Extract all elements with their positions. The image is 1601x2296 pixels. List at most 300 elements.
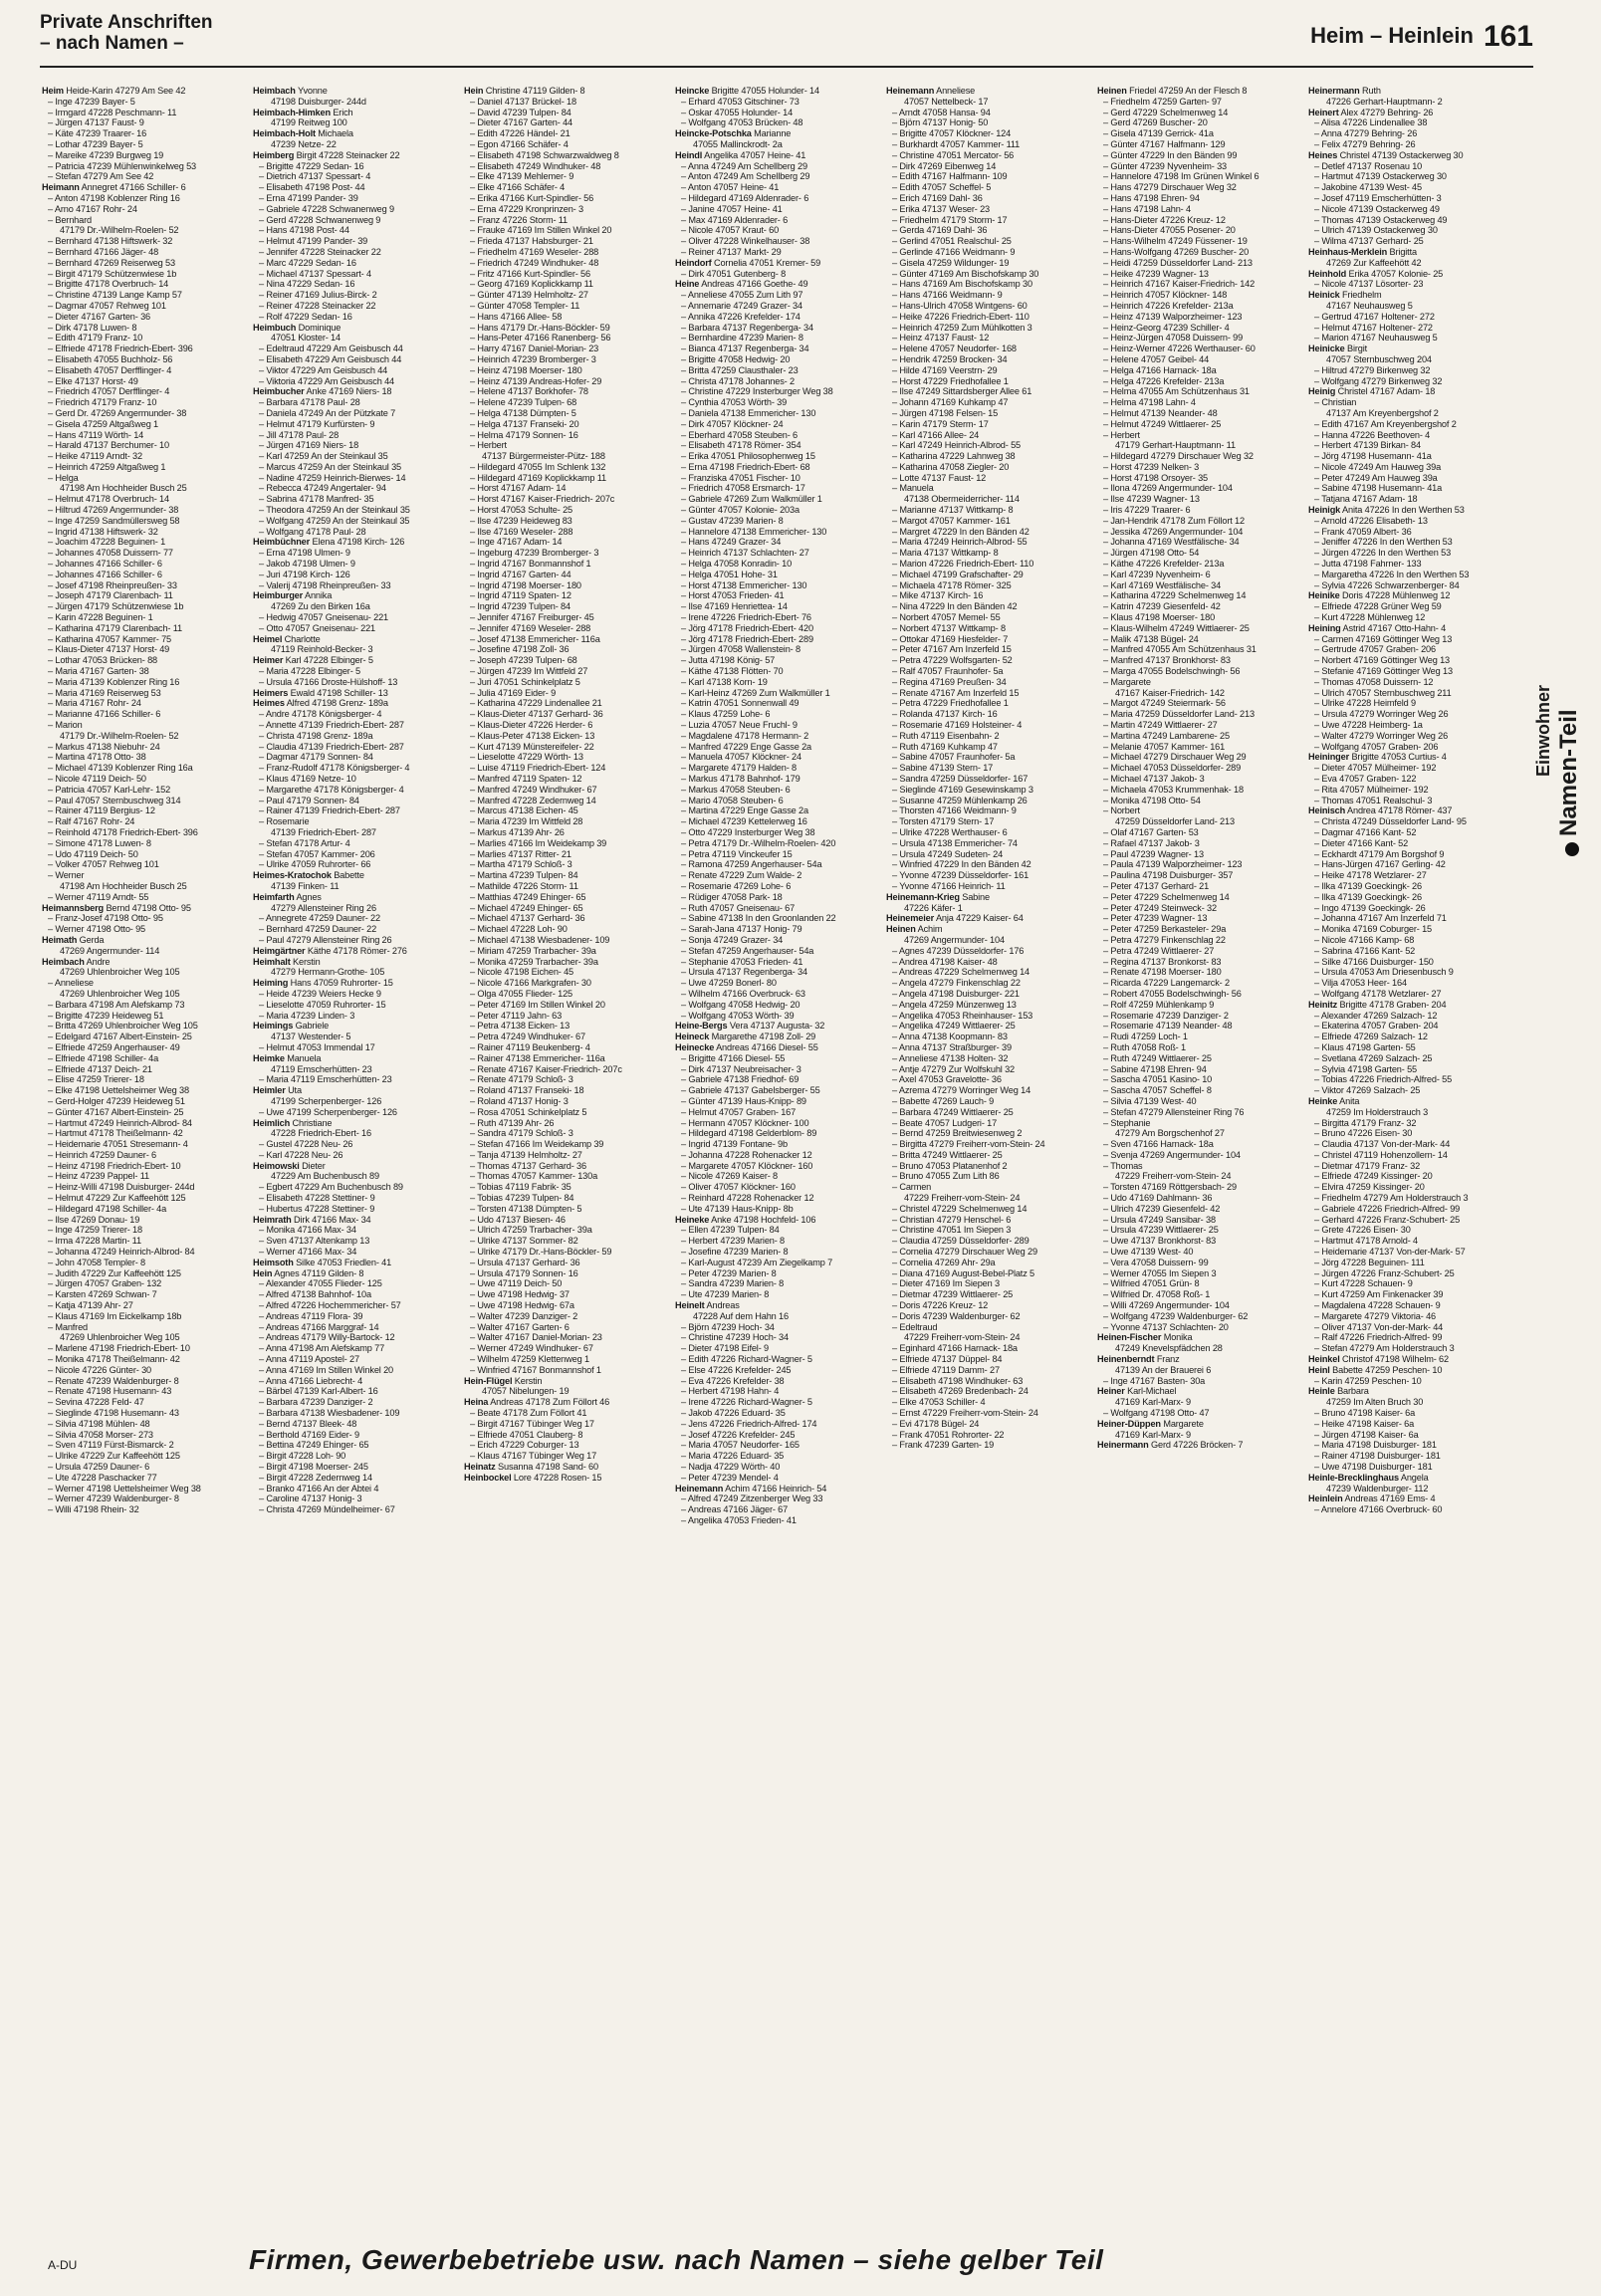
entry-text: – Nicole 47198 Eichen- 45 (470, 967, 574, 978)
entry-text: 47229 Freiherr-vom-Stein- 24 (1115, 1171, 1232, 1182)
directory-entry (1097, 258, 1301, 269)
directory-entry (886, 117, 1090, 128)
directory-entry (464, 859, 668, 870)
entry-text: – Helga 47138 Dümpten- 5 (470, 407, 576, 418)
entry-text: – Erich 47229 Coburger- 13 (470, 1440, 579, 1451)
entry-text: Yvonne (297, 86, 328, 96)
directory-entry (675, 903, 879, 914)
entry-text: – Thomas 47051 Realschul- 3 (1314, 795, 1433, 805)
directory-entry (253, 989, 457, 1000)
directory-entry (675, 451, 879, 462)
entry-text: – Marc 47229 Sedan- 16 (259, 257, 356, 268)
directory-entry (42, 1278, 246, 1289)
entry-text: – Nicole 47057 Kraut- 60 (681, 225, 780, 236)
directory-entry (886, 601, 1090, 612)
entry-text: – Margarete 47279 Viktoria- 46 (1314, 1310, 1436, 1321)
directory-entry (1308, 354, 1512, 365)
directory-entry (675, 1236, 879, 1247)
directory-entry (464, 935, 668, 946)
directory-entry (675, 1107, 879, 1118)
entry-text: 47119 Reinhold-Becker- 3 (271, 644, 373, 655)
directory-entry (675, 182, 879, 193)
directory-entry (253, 301, 457, 312)
entry-text: – Ulrike 47137 Sommer- 82 (470, 1236, 578, 1247)
directory-entry (1308, 312, 1512, 323)
directory-entry (886, 644, 1090, 655)
directory-entry (1308, 698, 1512, 709)
directory-entry (675, 666, 879, 677)
entry-text: – Ursula 47137 Regenberga- 34 (681, 967, 807, 978)
entry-text: Angelika 47057 Heine- 41 (704, 149, 806, 160)
entry-text: – Michael 47137 Gerhard- 36 (470, 913, 585, 924)
entry-text: – Luise 47119 Friedrich-Ebert- 124 (470, 763, 606, 774)
directory-entry (42, 1000, 246, 1011)
entry-text: – Oliver 47137 Von-der-Mark- 44 (1314, 1321, 1444, 1332)
directory-entry (253, 913, 457, 924)
directory-entry (464, 1128, 668, 1139)
directory-entry (886, 1182, 1090, 1193)
entry-text: – Peter 47169 Im Stillen Winkel 20 (470, 999, 605, 1010)
section-title (40, 12, 213, 54)
entry-text: – Elke 47137 Horst- 49 (48, 375, 138, 386)
directory-entry (1308, 655, 1512, 666)
entry-text: – Yvonne 47239 Düsseldorfer- 161 (892, 870, 1029, 881)
directory-entry (1308, 935, 1512, 946)
directory-entry (464, 1247, 668, 1258)
entry-text: 47139 An der Brauerei 6 (1115, 1364, 1212, 1375)
entry-text: – Margot 47057 Kammer- 161 (892, 515, 1011, 526)
entry-text: Ruth (1362, 86, 1381, 96)
directory-entry (886, 430, 1090, 441)
directory-entry (675, 677, 879, 688)
entry-text: – Klaus-Wilhelm 47249 Wittlaerer- 25 (1103, 622, 1250, 633)
directory-entry (675, 161, 879, 172)
entry-surname: Heinke (1308, 1095, 1338, 1106)
directory-entry (1097, 698, 1301, 709)
directory-entry (886, 924, 1090, 935)
entry-text: – Bernhard (48, 214, 92, 225)
directory-entry (1097, 279, 1301, 290)
directory-entry (464, 1182, 668, 1193)
directory-entry (42, 838, 246, 849)
directory-entry (886, 1397, 1090, 1408)
entry-text: – Ursula 47137 Gerhard- 36 (470, 1257, 580, 1267)
entry-text: – Angela 47198 Duisburger- 221 (892, 988, 1020, 999)
entry-text: Heide-Karin 47279 Am See 42 (66, 86, 186, 96)
entry-text: – Malik 47138 Bügel- 24 (1103, 633, 1199, 644)
directory-entry (886, 1258, 1090, 1268)
directory-entry (42, 1032, 246, 1042)
entry-text: – Josef 47198 Rheinpreußen- 33 (48, 579, 177, 590)
entry-text: – Helga 47137 Franseki- 20 (470, 418, 579, 429)
entry-text: – Reinhold 47178 Friedrich-Ebert- 396 (48, 826, 198, 837)
directory-entry (253, 516, 457, 527)
entry-text: – Rosemarie 47169 Holsteiner- 4 (892, 720, 1023, 731)
directory-entry (253, 527, 457, 538)
entry-text: – Heinz 47239 Pappel- 11 (48, 1171, 149, 1182)
directory-entry (675, 1278, 879, 1289)
entry-text: – Elke 47166 Schäfer- 4 (470, 182, 566, 193)
directory-entry (1308, 666, 1512, 677)
entry-text: – Werner (48, 870, 85, 881)
entry-text: – Miriam 47259 Trarbacher- 39a (470, 945, 596, 956)
entry-text: – Gisela 47259 Altgaßweg 1 (48, 418, 159, 429)
entry-text: – Manfred (48, 1321, 89, 1332)
directory-entry (886, 892, 1090, 903)
directory-entry (886, 150, 1090, 161)
entry-text: – Maria 47169 Reiserweg 53 (48, 687, 161, 698)
directory-entry (675, 279, 879, 290)
entry-text: – Erhard 47053 Gitschiner- 73 (681, 96, 800, 107)
directory-entry (1308, 957, 1512, 968)
page-range (1310, 20, 1533, 54)
entry-text: – Marion (48, 720, 83, 731)
directory-entry (1308, 483, 1512, 494)
entry-surname: Hein (253, 1267, 273, 1278)
directory-entry (886, 742, 1090, 753)
directory-entry (886, 709, 1090, 720)
entry-text: – Christa 47249 Düsseldorfer Land- 95 (1314, 816, 1467, 827)
entry-text: – Heinz 47139 Walporzheimer- 123 (1103, 311, 1243, 322)
entry-text: – Ingo 47139 Goeckingk- 26 (1314, 902, 1426, 913)
entry-surname: Heimgärtner (253, 945, 306, 956)
entry-text: – Günter 47139 Haus-Knipp- 89 (681, 1095, 806, 1106)
directory-entry (886, 913, 1090, 924)
directory-entry (886, 1225, 1090, 1236)
directory-entry (464, 881, 668, 892)
directory-entry (1308, 1440, 1512, 1451)
entry-text: – Sylvia 47226 Schwarzenberger- 84 (1314, 579, 1460, 590)
entry-text: – Caroline 47137 Honig- 3 (259, 1493, 362, 1504)
entry-surname: Heiner-Düppen (1097, 1418, 1161, 1429)
entry-text: – Uwe 47198 Hedwig- 67a (470, 1300, 574, 1311)
entry-text: Brigitte 47055 Holunder- 14 (711, 86, 819, 96)
directory-entry (886, 785, 1090, 796)
entry-text: – Hildegard 47198 Gelderblom- 89 (681, 1128, 817, 1139)
directory-entry (675, 881, 879, 892)
entry-text: – Klaus-Peter 47138 Eicken- 13 (470, 730, 595, 741)
directory-entry (42, 1440, 246, 1451)
directory-entry (675, 849, 879, 860)
directory-entry (42, 1096, 246, 1107)
directory-entry (675, 1139, 879, 1150)
entry-text: – Ursula 47053 Am Driesenbusch 9 (1314, 967, 1454, 978)
directory-entry (886, 1268, 1090, 1279)
entry-text: – Gabriele 47138 Friedhof- 69 (681, 1074, 800, 1085)
entry-text: – Tobias 47119 Fabrik- 35 (470, 1182, 572, 1193)
entry-text: – Friedrich 47057 Derfflinger- 4 (48, 386, 170, 397)
entry-text: – Josefine 47239 Marien- 8 (681, 1247, 789, 1258)
directory-entry (253, 215, 457, 226)
directory-entry (675, 1430, 879, 1441)
entry-text: – Monika 47259 Trarbacher- 39a (470, 956, 598, 967)
entry-text: – Wilhelm 47259 Klettenweg 1 (470, 1354, 589, 1365)
entry-text: Alfred 47198 Grenz- 189a (286, 698, 388, 709)
entry-surname: Heina (464, 1397, 489, 1408)
directory-entry (1097, 1042, 1301, 1053)
entry-surname: Heinemann (886, 86, 935, 96)
directory-entry (886, 698, 1090, 709)
directory-entry (675, 108, 879, 118)
entry-text: – Bruno 47198 Kaiser- 6a (1314, 1408, 1416, 1419)
entry-text: – Klaus-Dieter 47226 Herder- 6 (470, 720, 593, 731)
directory-entry (42, 1021, 246, 1032)
entry-text: – Marcus 47138 Eichen- 45 (470, 805, 578, 816)
entry-text: – Katharina 47179 Clarenbach- 11 (48, 622, 182, 633)
directory-entry (253, 1021, 457, 1032)
directory-entry (1308, 1473, 1512, 1484)
directory-entry (1097, 473, 1301, 484)
entry-text: – Helma 47179 Sonnen- 16 (470, 429, 578, 440)
entry-text: – Lieselotte 47059 Ruhrorter- 15 (259, 999, 386, 1010)
directory-entry (886, 849, 1090, 860)
entry-text: – Ricarda 47229 Langemarck- 2 (1103, 978, 1230, 989)
directory-entry (675, 1053, 879, 1064)
entry-text: – Friedhelm 47169 Weseler- 288 (470, 246, 599, 257)
directory-entry (1097, 1215, 1301, 1226)
entry-text: – Hans 47279 Dirschauer Weg 32 (1103, 182, 1237, 193)
entry-text: – Dieter 47167 Garten- 36 (48, 311, 150, 322)
directory-entry (464, 1258, 668, 1268)
directory-entry (253, 967, 457, 978)
directory-entry (464, 1064, 668, 1075)
entry-text: – Frauke 47169 Im Stillen Winkel 20 (470, 225, 612, 236)
entry-text: – Ekaterina 47057 Graben- 204 (1314, 1021, 1439, 1032)
directory-entry (42, 1430, 246, 1441)
entry-text: – Axel 47053 Gravelotte- 36 (892, 1074, 1002, 1085)
directory-entry (253, 1376, 457, 1387)
entry-text: Friedhelm (1342, 290, 1382, 301)
directory-entry (886, 236, 1090, 247)
entry-text: – Lothar 47053 Brücken- 88 (48, 655, 158, 666)
directory-entry (253, 838, 457, 849)
entry-text: – Andreas 47119 Flora- 39 (259, 1310, 363, 1321)
directory-entry (42, 634, 246, 645)
entry-text: Bernd 47198 Otto- 95 (106, 902, 191, 913)
entry-text: – Jill 47178 Paul- 28 (259, 429, 340, 440)
entry-text: – Carmen 47169 Göttinger Weg 13 (1314, 633, 1453, 644)
entry-text: – Margarete 47179 Halden- 8 (681, 763, 797, 774)
entry-text: – Birgitta 47179 Franz- 32 (1314, 1117, 1417, 1128)
entry-text: – Monika 47198 Otto- 54 (1103, 795, 1201, 805)
directory-column-7 (1308, 86, 1512, 2226)
entry-text: – Silvia 47198 Mühlen- 48 (48, 1418, 150, 1429)
entry-text: Birgit 47228 Steinacker 22 (296, 149, 400, 160)
directory-entry (1308, 580, 1512, 591)
directory-entry (1097, 215, 1301, 226)
directory-entry (253, 247, 457, 258)
entry-text: – Svenja 47269 Angermunder- 104 (1103, 1149, 1241, 1160)
directory-entry (42, 1171, 246, 1182)
entry-text: – Birgitta 47279 Freiherr-vom-Stein- 24 (892, 1139, 1045, 1150)
entry-text: – Ingrid 47198 Moerser- 180 (470, 579, 581, 590)
entry-text: – Brigitte 47166 Diesel- 55 (681, 1052, 786, 1063)
directory-entry (42, 1268, 246, 1279)
directory-entry (464, 215, 668, 226)
directory-entry (1097, 1150, 1301, 1161)
entry-surname: Heimbucher (253, 386, 305, 397)
directory-entry (464, 494, 668, 505)
directory-entry (42, 505, 246, 516)
entry-text: – Hiltrud 47279 Birkenweg 32 (1314, 364, 1431, 375)
directory-entry (1097, 312, 1301, 323)
directory-entry (253, 978, 457, 989)
directory-entry (464, 301, 668, 312)
header-rule (40, 66, 1533, 68)
entry-text: – Andreas 47166 Jäger- 67 (681, 1504, 789, 1515)
directory-entry (42, 763, 246, 774)
entry-text: – Martha 47179 Schloß- 3 (470, 859, 572, 870)
directory-entry (1097, 204, 1301, 215)
directory-entry (1308, 1343, 1512, 1354)
directory-entry (253, 419, 457, 430)
entry-text: – Gerlind 47051 Realschul- 25 (892, 236, 1012, 247)
entry-text: Alex 47279 Behring- 26 (1340, 107, 1434, 117)
entry-text: – Udo 47137 Biesen- 46 (470, 1214, 566, 1225)
entry-text: Christiane (292, 1117, 333, 1128)
directory-entry (1308, 989, 1512, 1000)
directory-entry (1308, 1300, 1512, 1311)
entry-text: – Elfriede 47259 Angerhauser- 49 (48, 1041, 180, 1052)
directory-entry (675, 913, 879, 924)
entry-text: – Katharina 47058 Ziegler- 20 (892, 461, 1010, 472)
entry-surname: Heinemann-Krieg (886, 891, 960, 902)
entry-text: – Ilka 47139 Goeckingk- 26 (1314, 880, 1422, 891)
entry-text: Brigitte 47053 Curtius- 4 (1351, 752, 1447, 763)
directory-entry (464, 128, 668, 139)
entry-text: – Torsten 47179 Stern- 17 (892, 816, 995, 827)
directory-entry (886, 967, 1090, 978)
directory-entry (886, 204, 1090, 215)
directory-entry (1097, 805, 1301, 816)
directory-entry (1308, 397, 1512, 408)
entry-text: – Dagmar 47166 Kant- 52 (1314, 826, 1417, 837)
entry-text: – Helene 47137 Borkhofer- 78 (470, 386, 588, 397)
directory-entry (42, 1473, 246, 1484)
entry-text: – Stefan 47279 Allensteiner Ring 76 (1103, 1106, 1245, 1117)
directory-entry (1308, 247, 1512, 258)
directory-entry (886, 97, 1090, 108)
entry-text: – Erich 47169 Dahl- 36 (892, 192, 983, 203)
entry-text: – Wolfgang 47053 Wörth- 39 (681, 1010, 795, 1021)
directory-entry (1308, 279, 1512, 290)
entry-text: – Dirk 47178 Luwen- 8 (48, 322, 137, 333)
directory-entry (1308, 1408, 1512, 1419)
directory-entry (1097, 881, 1301, 892)
entry-text: – Sabine 47138 In den Groonlanden 22 (681, 913, 836, 924)
entry-text: – Petra 47279 Finkenschlag 22 (1103, 934, 1226, 945)
directory-entry (464, 805, 668, 816)
entry-text: – Maria 47259 Düsseldorfer Land- 213 (1103, 709, 1255, 720)
entry-text: – Friedhelm 47259 Garten- 97 (1103, 96, 1222, 107)
directory-entry (253, 688, 457, 699)
directory-entry (42, 419, 246, 430)
entry-text: – Tobias 47226 Friedrich-Alfred- 55 (1314, 1074, 1453, 1085)
entry-text: – Annika 47226 Krefelder- 174 (681, 311, 800, 322)
directory-entry (464, 785, 668, 796)
entry-text: Ewald 47198 Schiller- 13 (290, 687, 388, 698)
directory-entry (886, 494, 1090, 505)
entry-text: – Walter 47279 Worringer Weg 26 (1314, 730, 1449, 741)
directory-entry (1097, 570, 1301, 580)
directory-entry (1097, 774, 1301, 785)
directory-entry (42, 785, 246, 796)
directory-entry (42, 1247, 246, 1258)
directory-entry (675, 516, 879, 527)
directory-entry (886, 365, 1090, 376)
directory-entry (42, 1419, 246, 1430)
directory-entry (464, 1343, 668, 1354)
page-header (40, 12, 1533, 64)
entry-text: – Claudia 47259 Düsseldorfer- 289 (892, 1236, 1029, 1247)
entry-text: – Sandra 47259 Düsseldorfer- 167 (892, 774, 1029, 784)
directory-entry (675, 1268, 879, 1279)
entry-text: – Margaretha 47226 In den Werthen 53 (1314, 569, 1470, 579)
entry-text: – Ilona 47269 Angermunder- 104 (1103, 483, 1233, 494)
directory-entry (886, 279, 1090, 290)
entry-surname: Heimath (42, 934, 78, 945)
entry-text: – Franz-Josef 47198 Otto- 95 (48, 913, 163, 924)
entry-text: – Torsten 47138 Dümpten- 5 (470, 1203, 582, 1214)
entry-text: – Joseph 47179 Clarenbach- 11 (48, 590, 173, 601)
entry-surname: Heimler (253, 1085, 286, 1096)
directory-entry (675, 709, 879, 720)
entry-surname: Heinen (1097, 86, 1127, 96)
directory-entry (253, 344, 457, 354)
entry-text: – Nicole 47119 Deich- 50 (48, 774, 146, 784)
directory-entry (675, 193, 879, 204)
directory-entry (464, 430, 668, 441)
directory-entry (1308, 1493, 1512, 1504)
entry-text: – Andreas 47229 Schelmenweg 14 (892, 967, 1030, 978)
entry-text: – Oliver 47228 Winkelhauser- 38 (681, 236, 810, 247)
directory-entry (1097, 1419, 1301, 1430)
directory-entry (886, 301, 1090, 312)
entry-text: – Werner 47119 Arndt- 55 (48, 891, 149, 902)
directory-entry (253, 182, 457, 193)
entry-text: – Hans 47169 Am Bischofskamp 30 (892, 279, 1032, 290)
directory-entry (1097, 816, 1301, 827)
entry-text: – Michael 47137 Jakob- 3 (1103, 774, 1205, 784)
entry-text: – Stefan 47166 Im Weidekamp 39 (470, 1139, 604, 1150)
entry-text: – Markus 47058 Steuben- 6 (681, 784, 791, 795)
directory-entry (42, 1365, 246, 1376)
directory-entry (1308, 870, 1512, 881)
entry-text: 47239 Waldenburger- 112 (1326, 1483, 1429, 1493)
directory-entry (1308, 849, 1512, 860)
entry-text: – Jakobine 47139 West- 45 (1314, 182, 1422, 193)
directory-entry (42, 1322, 246, 1333)
entry-text: Franz (1156, 1354, 1180, 1365)
directory-entry (42, 644, 246, 655)
directory-entry (42, 1504, 246, 1515)
entry-text: – Bruno 47055 Zum Lith 86 (892, 1171, 1000, 1182)
directory-entry (886, 1215, 1090, 1226)
directory-entry (1308, 1236, 1512, 1247)
directory-entry (886, 989, 1090, 1000)
entry-text: – Rainer 47119 Beukenberg- 4 (470, 1041, 590, 1052)
directory-entry (253, 279, 457, 290)
directory-entry (675, 150, 879, 161)
directory-entry (675, 408, 879, 419)
directory-entry (253, 1343, 457, 1354)
directory-entry (1308, 1096, 1512, 1107)
entry-text: – Paula 47139 Walporzheimer- 123 (1103, 859, 1243, 870)
entry-text: – Babette 47269 Lauch- 9 (892, 1095, 995, 1106)
entry-text: – Brigitte 47057 Klöckner- 124 (892, 128, 1012, 139)
entry-text: – Heide 47239 Weiers Hecke 9 (259, 988, 381, 999)
directory-entry (42, 580, 246, 591)
